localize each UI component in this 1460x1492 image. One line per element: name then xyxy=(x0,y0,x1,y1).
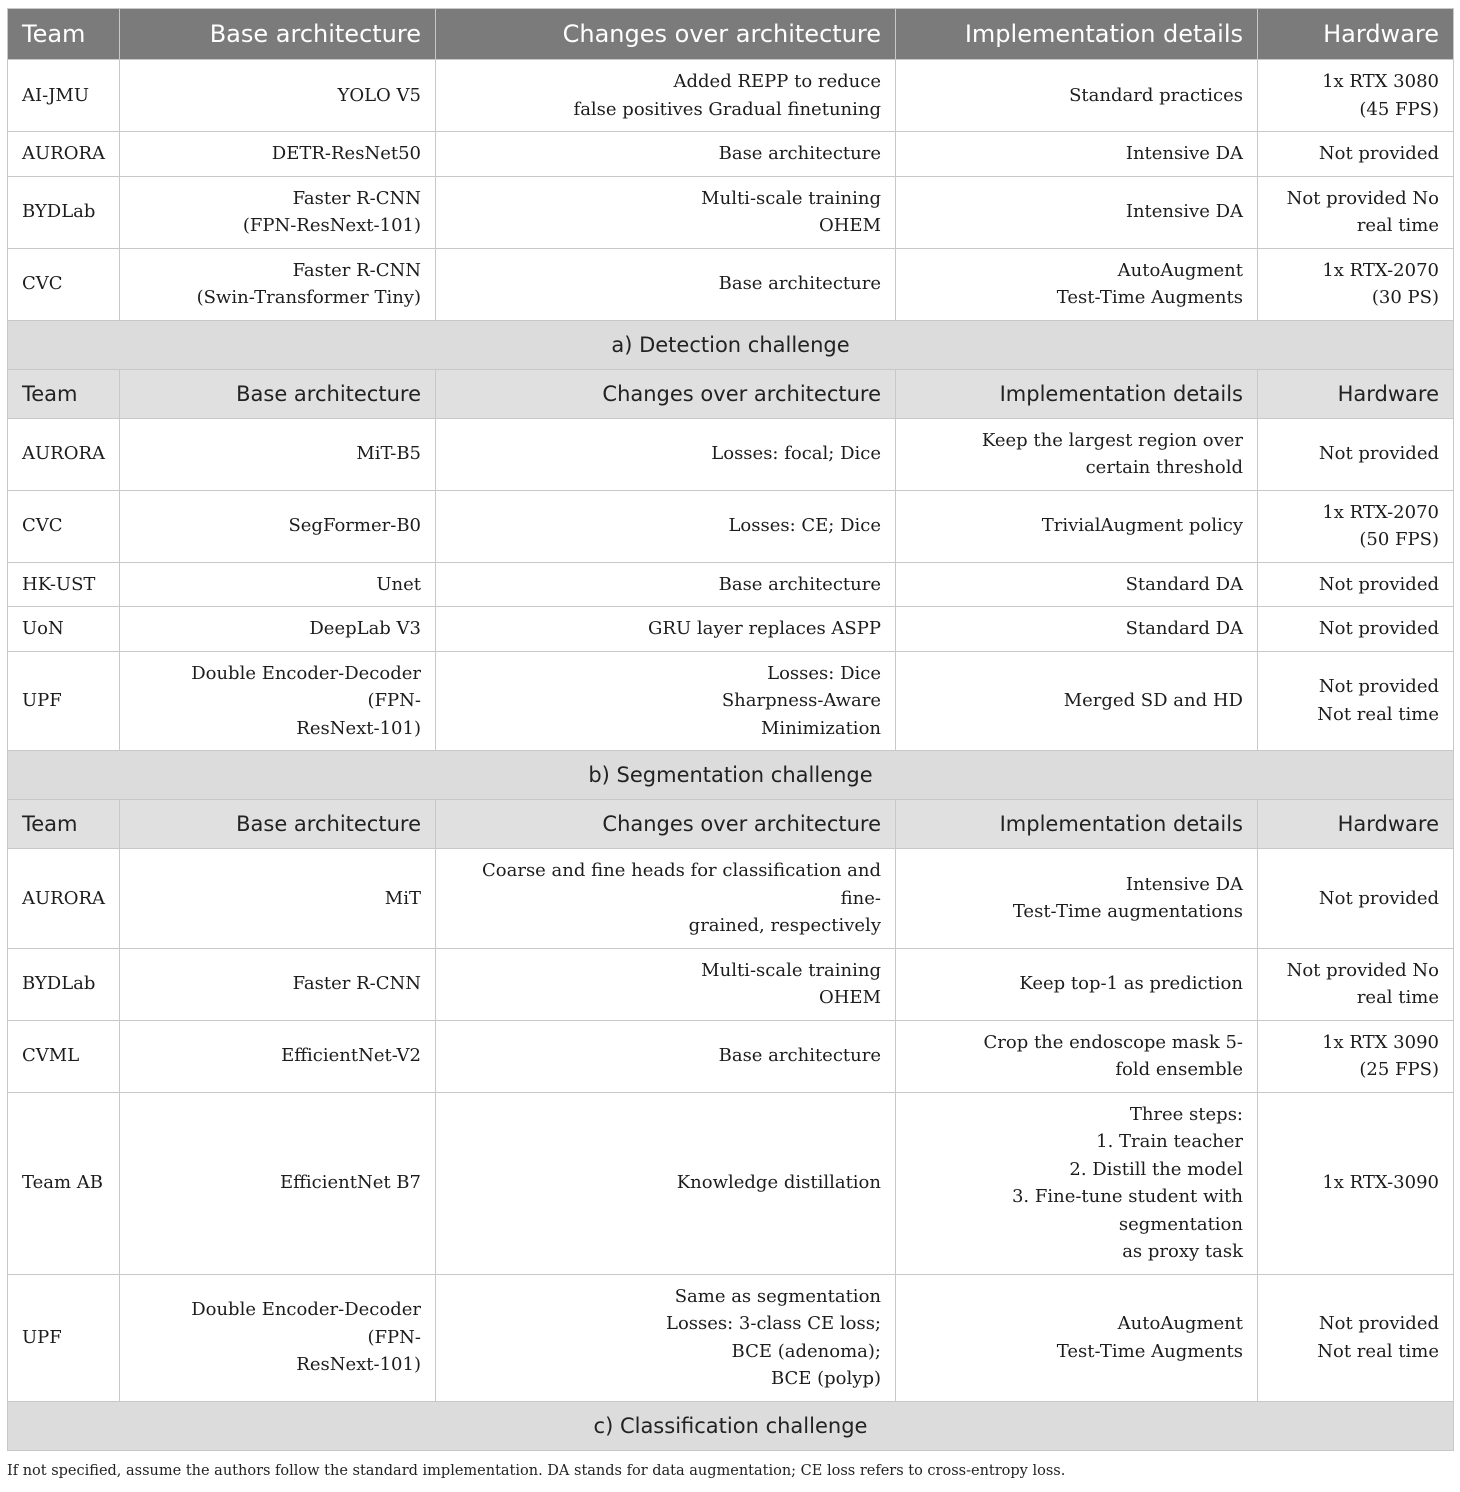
cell-text-line: 1x RTX-2070 xyxy=(1322,259,1439,281)
table-row xyxy=(8,132,1454,177)
header-implementation: Implementation details xyxy=(896,800,1258,849)
methods-table xyxy=(7,8,1454,1451)
cell-text-line: AutoAugment xyxy=(1117,1313,1243,1334)
cell-text-line: Not provided xyxy=(1318,443,1439,465)
hardware-cell xyxy=(1258,418,1454,490)
changes-cell xyxy=(436,176,896,248)
team-cell xyxy=(8,60,120,132)
cell-text-line: MiT xyxy=(384,887,421,909)
team-cell xyxy=(8,562,120,607)
table-header-row xyxy=(8,800,1454,849)
table-row xyxy=(8,562,1454,607)
header-base-architecture: Base architecture xyxy=(120,369,436,418)
changes-cell xyxy=(436,1020,896,1092)
changes-cell xyxy=(436,60,896,132)
cell-text-line: 3. Fine-tune student with segmentation xyxy=(1011,1186,1243,1235)
cell-text-line: Intensive DA xyxy=(1125,873,1243,895)
cell-text-line: Faster R-CNN xyxy=(292,973,421,995)
cell-text-line: Keep the largest region over xyxy=(981,429,1243,451)
cell-text-line: Intensive DA xyxy=(1125,201,1243,223)
team-cell xyxy=(8,1020,120,1092)
cell-text-line: DeepLab V3 xyxy=(309,618,421,639)
cell-text-line: Minimization xyxy=(761,717,881,739)
cell-text-line: GRU layer replaces ASPP xyxy=(648,618,881,639)
team-cell xyxy=(8,651,120,751)
table-row xyxy=(8,1274,1454,1401)
implementation-cell xyxy=(896,1092,1258,1274)
base-architecture-cell xyxy=(120,490,436,562)
cell-text-line: Not real time xyxy=(1317,703,1439,725)
cell-text-line: Knowledge distillation xyxy=(676,1172,881,1194)
cell-text-line: ResNext-101) xyxy=(296,1354,421,1376)
header-hardware: Hardware xyxy=(1258,800,1454,849)
cell-text-line: AutoAugment xyxy=(1117,259,1243,281)
cell-text-line: Double Encoder-Decoder (FPN- xyxy=(191,1299,421,1348)
cell-text-line: Unet xyxy=(376,573,421,595)
cell-text-line: CVML xyxy=(22,1045,80,1067)
hardware-cell xyxy=(1258,248,1454,320)
cell-text-line: Faster R-CNN xyxy=(292,259,421,281)
changes-cell xyxy=(436,248,896,320)
cell-text-line: Not provided No xyxy=(1286,187,1439,209)
table-row xyxy=(8,1020,1454,1092)
implementation-cell xyxy=(896,176,1258,248)
base-architecture-cell xyxy=(120,1020,436,1092)
implementation-cell xyxy=(896,60,1258,132)
cell-text-line: Losses: 3-class CE loss; xyxy=(665,1313,881,1334)
table-row xyxy=(8,248,1454,320)
base-architecture-cell xyxy=(120,1092,436,1274)
cell-text-line: fold ensemble xyxy=(1115,1059,1243,1080)
header-changes: Changes over architecture xyxy=(436,800,896,849)
table-footnote: If not specified, assume the authors follow the standard implementation. DA stands for data augmentation; CE loss refers to cross-entropy loss. xyxy=(7,1463,1066,1479)
cell-text-line: 1x RTX-2070 xyxy=(1322,501,1439,523)
cell-text-line: EfficientNet B7 xyxy=(279,1172,421,1194)
cell-text-line: BYDLab xyxy=(22,973,96,995)
implementation-cell xyxy=(896,651,1258,751)
cell-text-line: UoN xyxy=(22,618,64,639)
changes-cell xyxy=(436,1274,896,1401)
cell-text-line: Standard DA xyxy=(1125,618,1243,639)
cell-text-line: Merged SD and HD xyxy=(1063,690,1243,711)
table-header-row xyxy=(8,369,1454,418)
implementation-cell xyxy=(896,248,1258,320)
changes-cell xyxy=(436,562,896,607)
implementation-cell xyxy=(896,490,1258,562)
section-caption-row xyxy=(8,320,1454,369)
hardware-cell xyxy=(1258,607,1454,652)
implementation-cell xyxy=(896,1274,1258,1401)
table-row xyxy=(8,418,1454,490)
header-hardware: Hardware xyxy=(1258,369,1454,418)
header-implementation: Implementation details xyxy=(896,369,1258,418)
base-architecture-cell xyxy=(120,849,436,949)
changes-cell xyxy=(436,948,896,1020)
cell-text-line: Not provided No xyxy=(1286,959,1439,981)
cell-text-line: BYDLab xyxy=(22,201,96,223)
cell-text-line: Base architecture xyxy=(718,573,881,595)
cell-text-line: Crop the endoscope mask 5- xyxy=(983,1031,1243,1053)
cell-text-line: Same as segmentation xyxy=(674,1285,881,1307)
team-cell xyxy=(8,132,120,177)
cell-text-line: as proxy task xyxy=(1122,1241,1243,1262)
cell-text-line: YOLO V5 xyxy=(337,84,421,106)
cell-text-line: CVC xyxy=(22,515,63,537)
cell-text-line: Faster R-CNN xyxy=(292,187,421,209)
cell-text-line: (25 FPS) xyxy=(1359,1059,1439,1080)
cell-text-line: grained, respectively xyxy=(688,915,881,936)
changes-cell xyxy=(436,607,896,652)
cell-text-line: Multi-scale training xyxy=(701,187,881,209)
table-row xyxy=(8,849,1454,949)
cell-text-line: Not provided xyxy=(1318,573,1439,595)
header-base-architecture: Base architecture xyxy=(120,800,436,849)
cell-text-line: Not provided xyxy=(1318,618,1439,639)
cell-text-line: OHEM xyxy=(818,215,881,236)
team-cell xyxy=(8,176,120,248)
cell-text-line: Standard practices xyxy=(1069,84,1243,106)
hardware-cell xyxy=(1258,948,1454,1020)
cell-text-line: Added REPP to reduce xyxy=(673,71,881,92)
changes-cell xyxy=(436,651,896,751)
team-cell xyxy=(8,418,120,490)
header-changes: Changes over architecture xyxy=(436,369,896,418)
cell-text-line: AURORA xyxy=(22,887,106,909)
table-row xyxy=(8,607,1454,652)
header-base-architecture: Base architecture xyxy=(120,9,436,60)
cell-text-line: Intensive DA xyxy=(1125,143,1243,164)
changes-cell xyxy=(436,418,896,490)
cell-text-line: Not real time xyxy=(1317,1340,1439,1362)
hardware-cell xyxy=(1258,132,1454,177)
header-team: Team xyxy=(8,369,120,418)
cell-text-line: SegFormer-B0 xyxy=(288,515,421,537)
cell-text-line: Not provided xyxy=(1318,1313,1439,1334)
cell-text-line: Base architecture xyxy=(718,1045,881,1067)
cell-text-line: Sharpness-Aware xyxy=(721,690,881,711)
cell-text-line: UPF xyxy=(22,1326,62,1348)
hardware-cell xyxy=(1258,849,1454,949)
methods-table-body xyxy=(8,9,1454,1451)
cell-text-line: OHEM xyxy=(818,987,881,1008)
hardware-cell xyxy=(1258,1020,1454,1092)
cell-text-line: MiT-B5 xyxy=(356,443,421,465)
section-caption-row xyxy=(8,1401,1454,1450)
cell-text-line: BCE (adenoma); xyxy=(731,1340,881,1362)
section-caption: a) Detection challenge xyxy=(8,320,1454,369)
implementation-cell xyxy=(896,948,1258,1020)
cell-text-line: HK-UST xyxy=(22,573,96,595)
cell-text-line: TrivialAugment policy xyxy=(1041,515,1243,537)
cell-text-line: Team AB xyxy=(22,1172,104,1194)
cell-text-line: Test-Time augmentations xyxy=(1012,901,1243,923)
implementation-cell xyxy=(896,418,1258,490)
cell-text-line: 2. Distill the model xyxy=(1069,1158,1243,1180)
table-header-row xyxy=(8,9,1454,60)
implementation-cell xyxy=(896,1020,1258,1092)
hardware-cell xyxy=(1258,490,1454,562)
cell-text-line: false positives Gradual finetuning xyxy=(573,98,881,120)
cell-text-line: Three steps: xyxy=(1129,1103,1243,1125)
section-caption-row xyxy=(8,751,1454,800)
table-row xyxy=(8,176,1454,248)
cell-text-line: (50 FPS) xyxy=(1359,529,1439,550)
table-row xyxy=(8,948,1454,1020)
team-cell xyxy=(8,248,120,320)
cell-text-line: 1. Train teacher xyxy=(1096,1131,1243,1152)
cell-text-line: Losses: focal; Dice xyxy=(711,443,881,465)
changes-cell xyxy=(436,132,896,177)
cell-text-line: Base architecture xyxy=(718,273,881,295)
base-architecture-cell xyxy=(120,562,436,607)
base-architecture-cell xyxy=(120,418,436,490)
cell-text-line: ResNext-101) xyxy=(296,717,421,739)
header-hardware: Hardware xyxy=(1258,9,1454,60)
cell-text-line: Multi-scale training xyxy=(701,959,881,981)
cell-text-line: Losses: CE; Dice xyxy=(728,515,881,537)
hardware-cell xyxy=(1258,651,1454,751)
cell-text-line: 1x RTX-3090 xyxy=(1322,1172,1439,1194)
cell-text-line: AURORA xyxy=(22,443,106,465)
base-architecture-cell xyxy=(120,1274,436,1401)
changes-cell xyxy=(436,490,896,562)
section-caption: b) Segmentation challenge xyxy=(8,751,1454,800)
hardware-cell xyxy=(1258,1274,1454,1401)
table-row xyxy=(8,651,1454,751)
cell-text-line: EfficientNet-V2 xyxy=(281,1045,421,1067)
changes-cell xyxy=(436,1092,896,1274)
team-cell xyxy=(8,1092,120,1274)
cell-text-line: Test-Time Augments xyxy=(1056,1340,1243,1362)
implementation-cell xyxy=(896,562,1258,607)
cell-text-line: Losses: Dice xyxy=(767,662,881,684)
team-cell xyxy=(8,849,120,949)
cell-text-line: AI-JMU xyxy=(22,84,90,106)
cell-text-line: 1x RTX 3090 xyxy=(1322,1031,1439,1053)
base-architecture-cell xyxy=(120,607,436,652)
team-cell xyxy=(8,607,120,652)
header-team: Team xyxy=(8,9,120,60)
base-architecture-cell xyxy=(120,248,436,320)
cell-text-line: Standard DA xyxy=(1125,573,1243,595)
cell-text-line: UPF xyxy=(22,690,62,711)
cell-text-line: CVC xyxy=(22,273,63,295)
cell-text-line: (45 FPS) xyxy=(1359,98,1439,120)
cell-text-line: Test-Time Augments xyxy=(1056,287,1243,308)
methods-table-container xyxy=(7,8,1453,1451)
table-row xyxy=(8,1092,1454,1274)
cell-text-line: (Swin-Transformer Tiny) xyxy=(196,287,421,308)
cell-text-line: Not provided xyxy=(1318,143,1439,164)
cell-text-line: Base architecture xyxy=(718,143,881,164)
team-cell xyxy=(8,948,120,1020)
cell-text-line: AURORA xyxy=(22,143,106,164)
base-architecture-cell xyxy=(120,948,436,1020)
cell-text-line: Not provided xyxy=(1318,887,1439,909)
implementation-cell xyxy=(896,132,1258,177)
base-architecture-cell xyxy=(120,132,436,177)
cell-text-line: (30 PS) xyxy=(1371,287,1439,308)
header-implementation: Implementation details xyxy=(896,9,1258,60)
base-architecture-cell xyxy=(120,176,436,248)
section-caption: c) Classification challenge xyxy=(8,1401,1454,1450)
hardware-cell xyxy=(1258,60,1454,132)
cell-text-line: (FPN-ResNext-101) xyxy=(242,215,421,236)
implementation-cell xyxy=(896,849,1258,949)
cell-text-line: DETR-ResNet50 xyxy=(271,143,421,164)
hardware-cell xyxy=(1258,176,1454,248)
header-changes: Changes over architecture xyxy=(436,9,896,60)
cell-text-line: certain threshold xyxy=(1085,457,1243,478)
cell-text-line: Double Encoder-Decoder (FPN- xyxy=(191,662,421,711)
cell-text-line: Keep top-1 as prediction xyxy=(1019,973,1243,995)
hardware-cell xyxy=(1258,1092,1454,1274)
base-architecture-cell xyxy=(120,651,436,751)
changes-cell xyxy=(436,849,896,949)
cell-text-line: real time xyxy=(1356,215,1439,236)
team-cell xyxy=(8,490,120,562)
cell-text-line: Not provided xyxy=(1318,676,1439,698)
table-row xyxy=(8,60,1454,132)
implementation-cell xyxy=(896,607,1258,652)
team-cell xyxy=(8,1274,120,1401)
hardware-cell xyxy=(1258,562,1454,607)
cell-text-line: real time xyxy=(1356,987,1439,1008)
table-row xyxy=(8,490,1454,562)
cell-text-line: BCE (polyp) xyxy=(770,1368,881,1389)
cell-text-line: Coarse and fine heads for classification and fine- xyxy=(482,860,881,909)
base-architecture-cell xyxy=(120,60,436,132)
header-team: Team xyxy=(8,800,120,849)
cell-text-line: 1x RTX 3080 xyxy=(1322,71,1439,92)
